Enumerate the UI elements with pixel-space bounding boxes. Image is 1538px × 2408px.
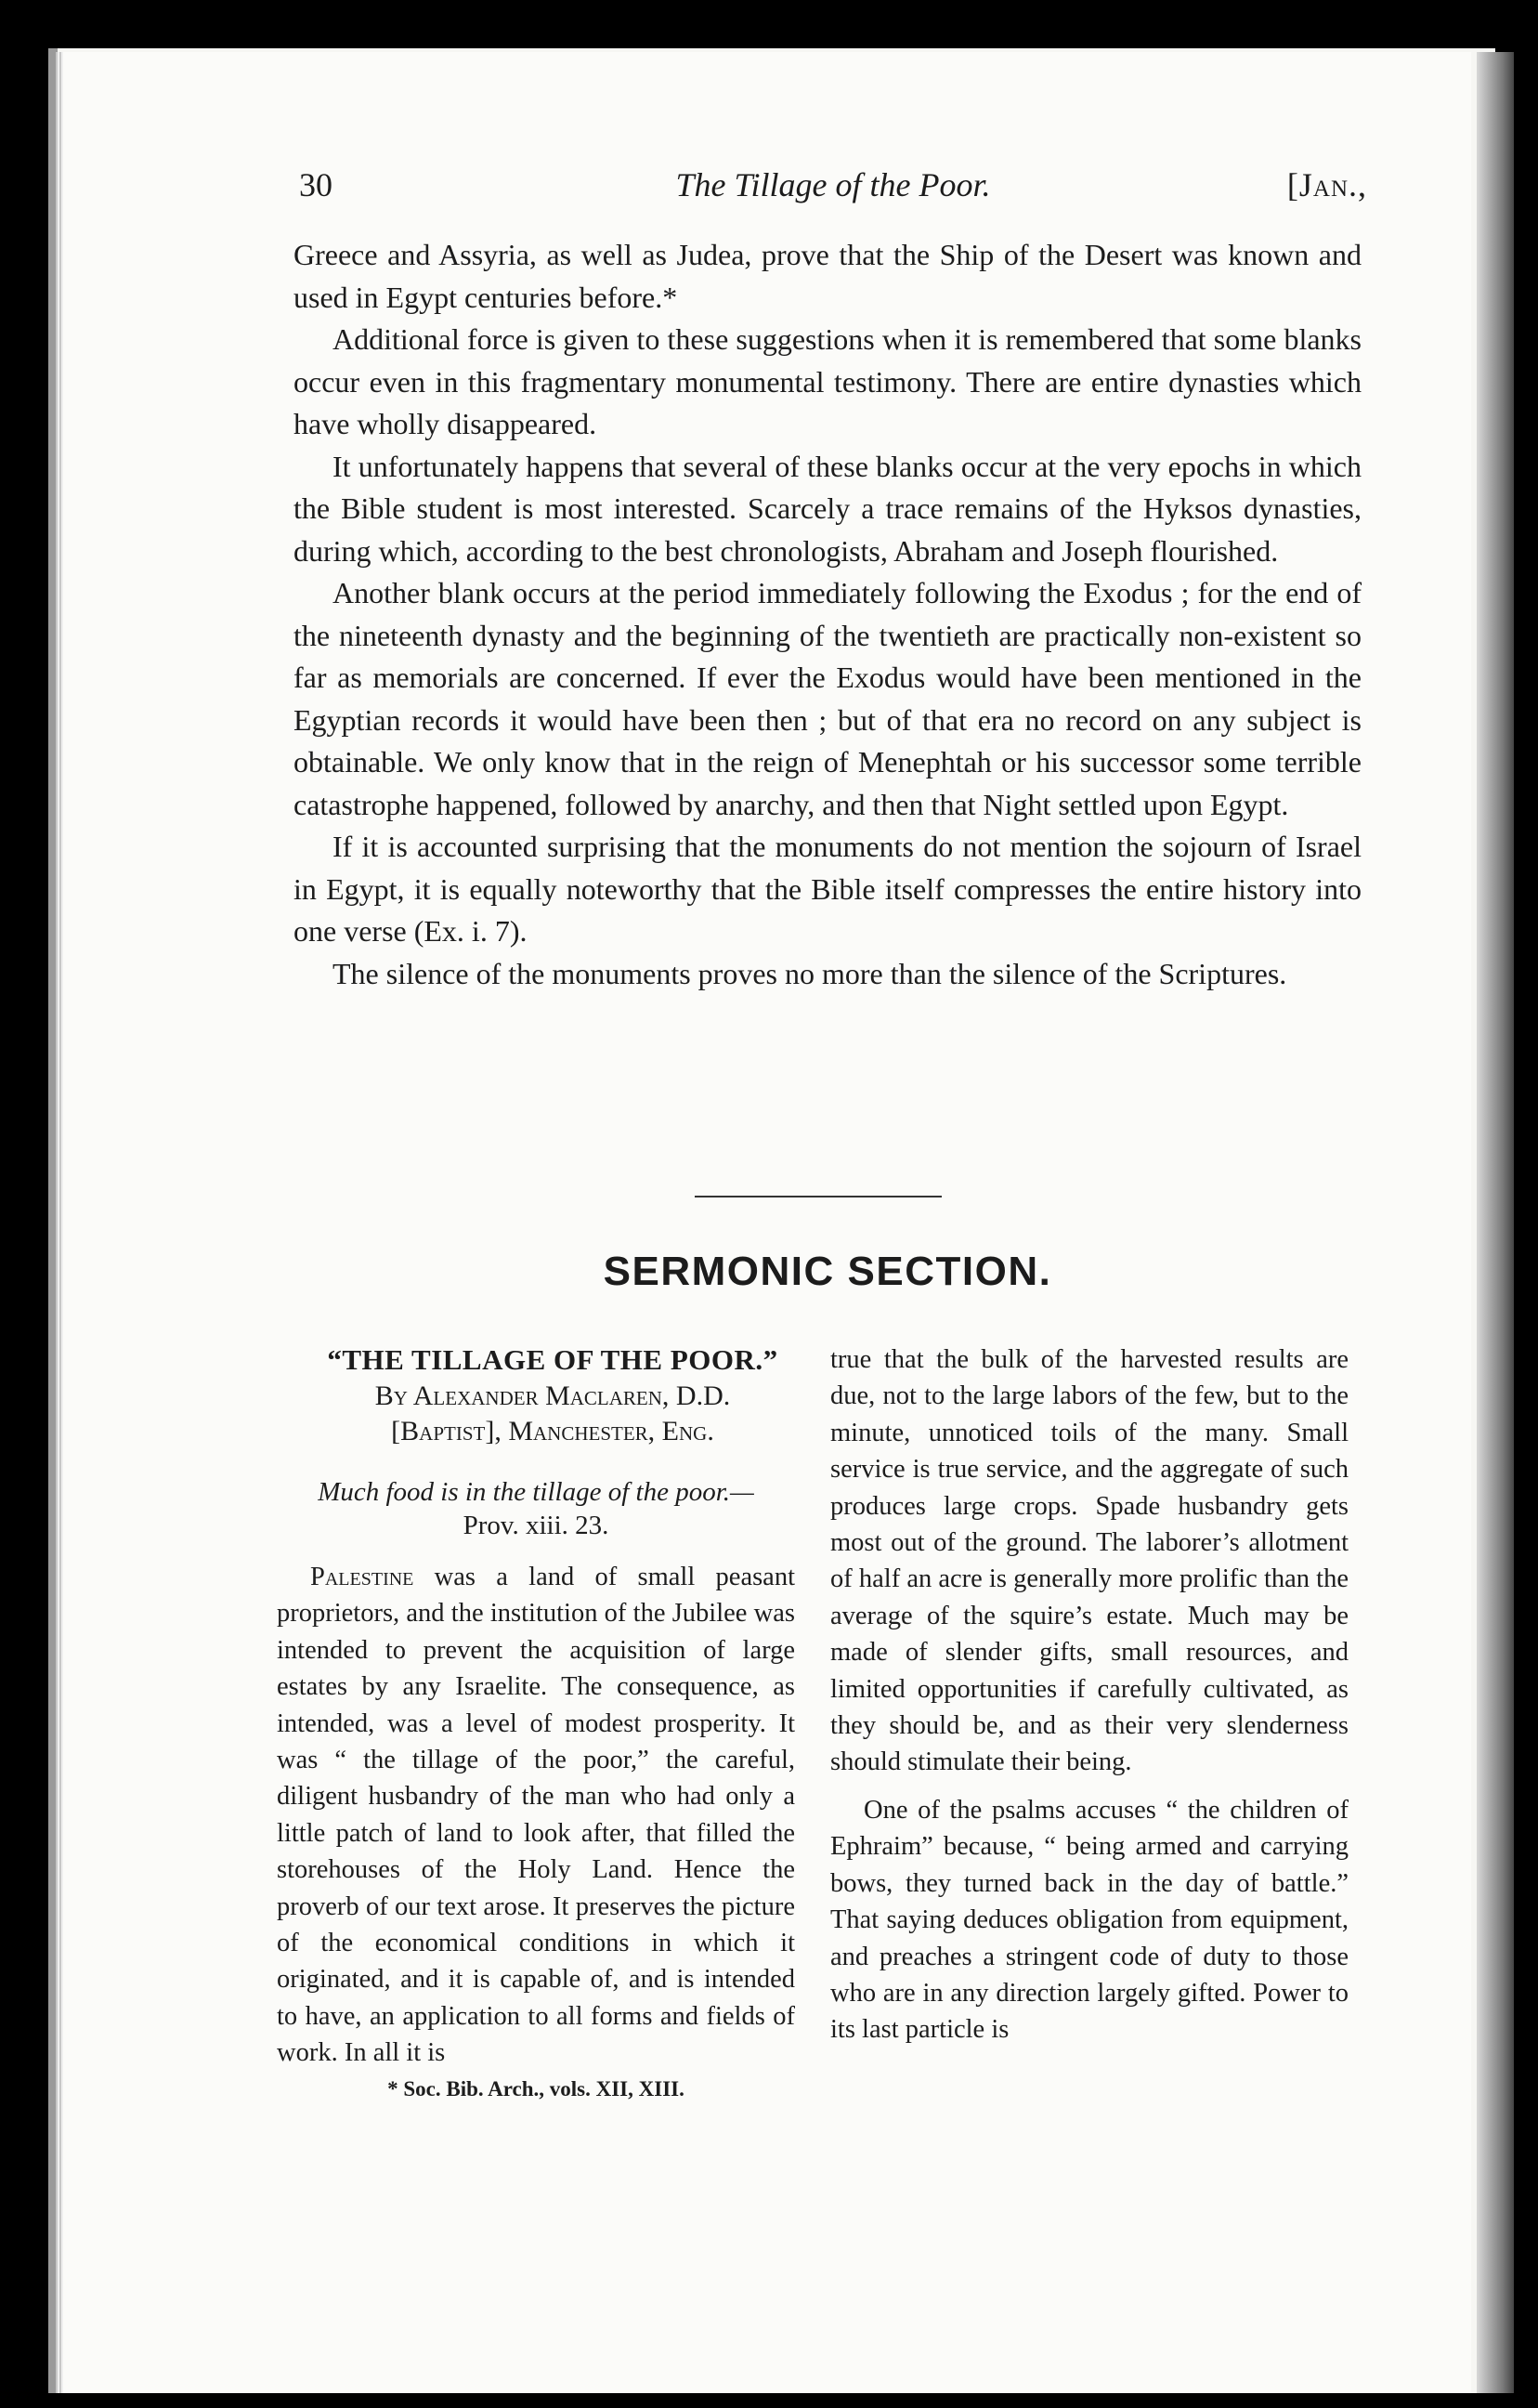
sermon-paragraph bbox=[277, 1559, 795, 2072]
running-header bbox=[299, 165, 1367, 212]
running-title: The Tillage of the Poor. bbox=[675, 166, 991, 203]
sermon-paragraph: One of the psalms accuses “ the children of Ephraim” because, “ being armed and carrying bows, they turned back in the day of battle.” That saying deduces obligation from equipment, and preaches a stringent code of duty to those who are in any direction largely gifted. Power to its last particle is bbox=[830, 1795, 1349, 2045]
sermon-title: “THE TILLAGE OF THE POOR.” bbox=[327, 1343, 778, 1376]
paragraph: If it is accounted surprising that the monuments do not mention the sojourn of Israel in Egypt, it is equally noteworthy that the Bible itself compresses the entire history into one verse (Ex. i. 7). bbox=[293, 830, 1362, 948]
epigraph-text: Much food is in the tillage of the poor.— bbox=[318, 1477, 754, 1507]
article-continuation bbox=[293, 234, 1362, 995]
paragraph: Another blank occurs at the period immediately following the Exodus ; for the end of the nineteenth dynasty and the beginning of the twentieth are practically non-existent so far as memorials are concerned. If ever the Exodus would have been mentioned in the Egyptian records it would have been then ; but of that era no record on any subject is obtainable. We only know that in the reign of Menephtah or his successor some terrible catastrophe happened, followed by anarchy, and then that Night settled upon Egypt. bbox=[293, 576, 1362, 821]
sermon-right-column bbox=[830, 1341, 1349, 2048]
binding-shadow bbox=[1477, 52, 1514, 2393]
sermon-epigraph bbox=[277, 1475, 795, 1542]
paragraph: It unfortunately happens that several of these blanks occur at the very epochs in which the Bible student is most interested. Scarcely a trace remains of the Hyksos dynasties, during which, according to the best chronologists, Abraham and Joseph flourished. bbox=[293, 449, 1362, 568]
epigraph-reference: Prov. xiii. 23. bbox=[463, 1511, 609, 1540]
sermon-left-column bbox=[277, 1341, 795, 2105]
paragraph: Greece and Assyria, as well as Judea, prove that the Ship of the Desert was known and used in Egypt centuries before.* bbox=[293, 238, 1362, 314]
paragraph: Additional force is given to these suggestions when it is remembered that some blanks occur even in this fragmentary monumental testimony. There are entire dynasties which have wholly disappeared. bbox=[293, 322, 1362, 440]
section-title: SERMONIC SECTION. bbox=[603, 1249, 1052, 1294]
footnote: * Soc. Bib. Arch., vols. XII, XIII. bbox=[387, 2076, 684, 2100]
paragraph-text: was a land of small peasant proprietors, and the institution of the Jubilee was intended to prevent the acquisition of large estates by any Israelite. The consequence, as intended, was a level of modest prosperity. It was “ the tillage of the poor,” the careful, diligent husbandry of the man who had only a little patch of land to look after, that filled the storehouses of the Holy Land. Hence the proverb of our text arose. It preserves the picture of the economical conditions in which it originated, and it is capable of, and is intended to have, an application to all forms and fields of work. In all it is bbox=[277, 1563, 795, 2068]
sermon-byline: By Alexander Maclaren, D.D. bbox=[374, 1381, 731, 1411]
paragraph: The silence of the monuments proves no more than the silence of the Scriptures. bbox=[332, 956, 1287, 990]
sermon-denomination: [Baptist], Manchester, Eng. bbox=[391, 1416, 714, 1446]
lead-word: Palestine bbox=[310, 1563, 414, 1591]
section-divider bbox=[695, 1196, 942, 1197]
page-number: 30 bbox=[299, 166, 332, 203]
sermon-paragraph: true that the bulk of the harvested results are due, not to the large labors of the few, but to the minute, unnoticed toils of the many. Small service is true service, and the aggregate of such produces large crops. Spade husbandry gets most out of the ground. The laborer’s allotment of half an acre is generally more prolific than the average of the squire’s estate. Much may be made of slender gifts, small resources, and limited opportunities if carefully cultivated, as they should be, and as their very slenderness should stimulate their being. bbox=[830, 1345, 1349, 1777]
running-month: [Jan., bbox=[1286, 166, 1367, 203]
